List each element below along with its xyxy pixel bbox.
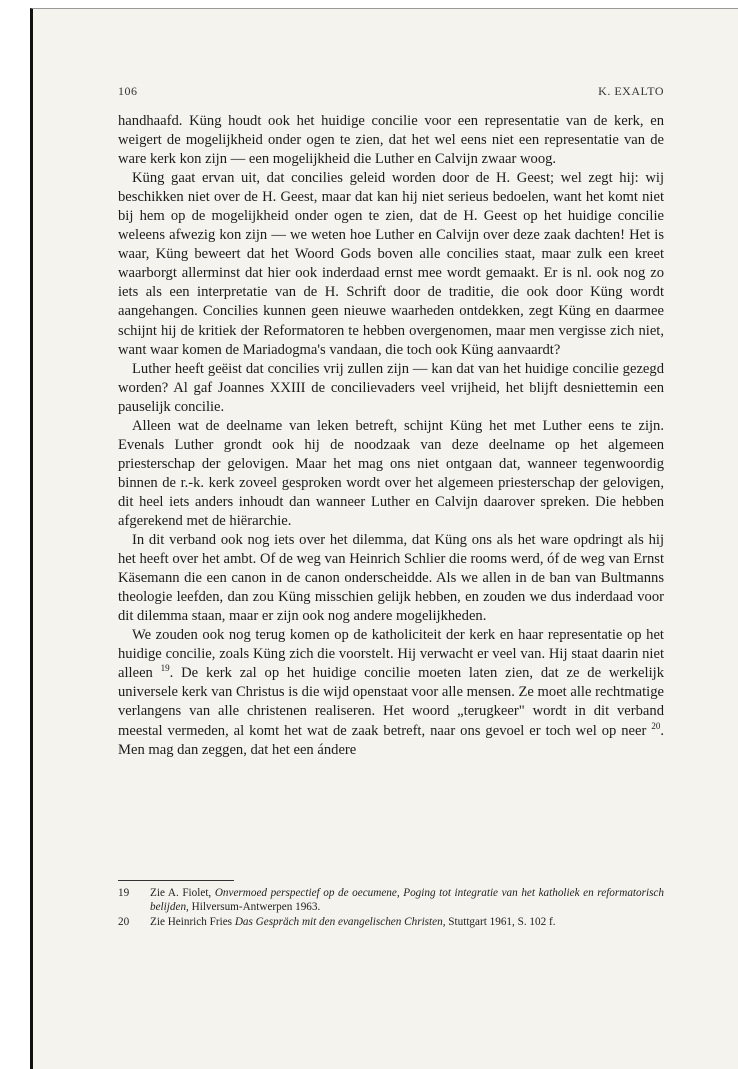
paragraph: In dit verband ook nog iets over het dilemma, dat Küng ons als het ware opdringt als hij het heeft over het ambt. Of de weg van Heinrich Schlier die rooms werd, óf de weg van Ernst Käsemann die een canon in de canon onderscheidde. Als we allen in de ban van Bultmanns theologie leefden, dan zou Küng misschien gelijk hebben, en zouden we dus inderdaad voor dit dilemma staan, maar er zijn ook nog andere mogelijkheden. xyxy=(118,532,664,625)
paragraph-text: We zouden ook nog terug komen op de katholiciteit der kerk en haar representatie op het huidige concilie, zoals Küng zich die voorstelt. Hij verwacht er veel van. Hij staat daarin niet alleen xyxy=(118,627,664,682)
footnote-ref[interactable]: 20 xyxy=(651,720,661,731)
running-head: K. EXALTO xyxy=(598,84,664,98)
footnote-title: Onvermoed perspectief op de oecumene, Poging tot integratie van het katholiek en reformatorisch belijden, xyxy=(150,887,664,913)
footnote-divider xyxy=(118,880,234,881)
paragraph-text: . Men mag dan zeggen, dat het een ándere xyxy=(118,722,664,758)
paragraph: Luther heeft geëist dat concilies vrij zullen zijn — kan dat van het huidige concilie gezegd worden? Al gaf Joannes XXIII de concilievaders veel vrijheid, het blijft desniettemin een pauselijk concilie. xyxy=(118,360,664,415)
paragraph: Alleen wat de deelname van leken betreft, schijnt Küng het met Luther eens te zijn. Evenals Luther grondt ook hij de noodzaak van deze deelname op het algemeen priesterschap der gelovigen. Maar het mag ons niet ontgaan dat, wanneer tegenwoordig binnen de r.-k. kerk zoveel gesproken wordt over het algemeen priesterschap der gelovigen, dit heel iets anders inhoudt dan wanneer Luther en Calvijn daarover spreken. Die hebben afgerekend met de hiërarchie. xyxy=(118,417,664,529)
paragraph-text: . De kerk zal op het huidige concilie moeten laten zien, dat ze de werkelijk universele kerk van Christus is die wijd openstaat voor alle mensen. Ze moet alle rechtmatige verlangens van alle christenen realiseren. Het woord „terugkeer" wordt in dit verband meestal vermeden, al komt het wat de zaak betreft, naar ons gevoel er toch wel op neer xyxy=(118,665,664,739)
footnotes xyxy=(118,886,664,930)
footnote-title: Das Gespräch mit den evangelischen Christen, xyxy=(234,916,446,928)
page-number: 106 xyxy=(118,84,138,98)
paragraph: Küng gaat ervan uit, dat concilies geleid worden door de H. Geest; wel zegt hij: wij beschikken niet over de H. Geest, maar dat kan hij niet serieus bedoelen, want het komt niet bij hem op de mogelijkheid onder ogen te zien, dat de H. Geest op het huidige concilie weleens afwezig kon zijn — we weten hoe Luther en Calvijn over deze zaak dachten! Het is waar, Küng beweert dat het Woord Gods boven alle concilies staat, maar zulk een kreet waarborgt allerminst dat hier ook inderdaad ernst mee wordt gemaakt. Er is nl. ook nog zo iets als een interpretatie van de H. Schrift door de traditie, die ook door Küng wordt aangehangen. Concilies kunnen geen nieuwe waarheden ontdekken, zegt Küng en daarmee schijnt hij de kritiek der Reformatoren te hebben overgenomen, maar men vergisse zich niet, want waar komen de Mariadogma's vandaan, die toch ook Küng aanvaardt? xyxy=(118,170,664,358)
paragraph: handhaafd. Küng houdt ook het huidige concilie voor een representatie van de kerk, en weigert de mogelijkheid onder ogen te zien, dat het wel eens niet een representatie van de ware kerk kon zijn — een mogelijkheid die Luther en Calvijn zwaar woog. xyxy=(118,113,664,168)
footnote-text: Zie A. Fiolet, xyxy=(150,887,215,899)
footnote-number: 19 xyxy=(118,887,130,899)
footnote xyxy=(118,886,664,914)
footnote xyxy=(118,915,664,929)
footnote-text: Zie Heinrich Fries xyxy=(150,916,235,928)
footnote-ref[interactable]: 19 xyxy=(160,663,170,674)
running-header xyxy=(118,84,664,104)
body-text xyxy=(118,112,664,760)
footnote-text: Stuttgart 1961, S. 102 f. xyxy=(445,916,556,928)
paragraph xyxy=(118,626,664,759)
footnote-text: Hilversum-Antwerpen 1963. xyxy=(188,901,321,913)
footnote-number: 20 xyxy=(118,916,130,928)
